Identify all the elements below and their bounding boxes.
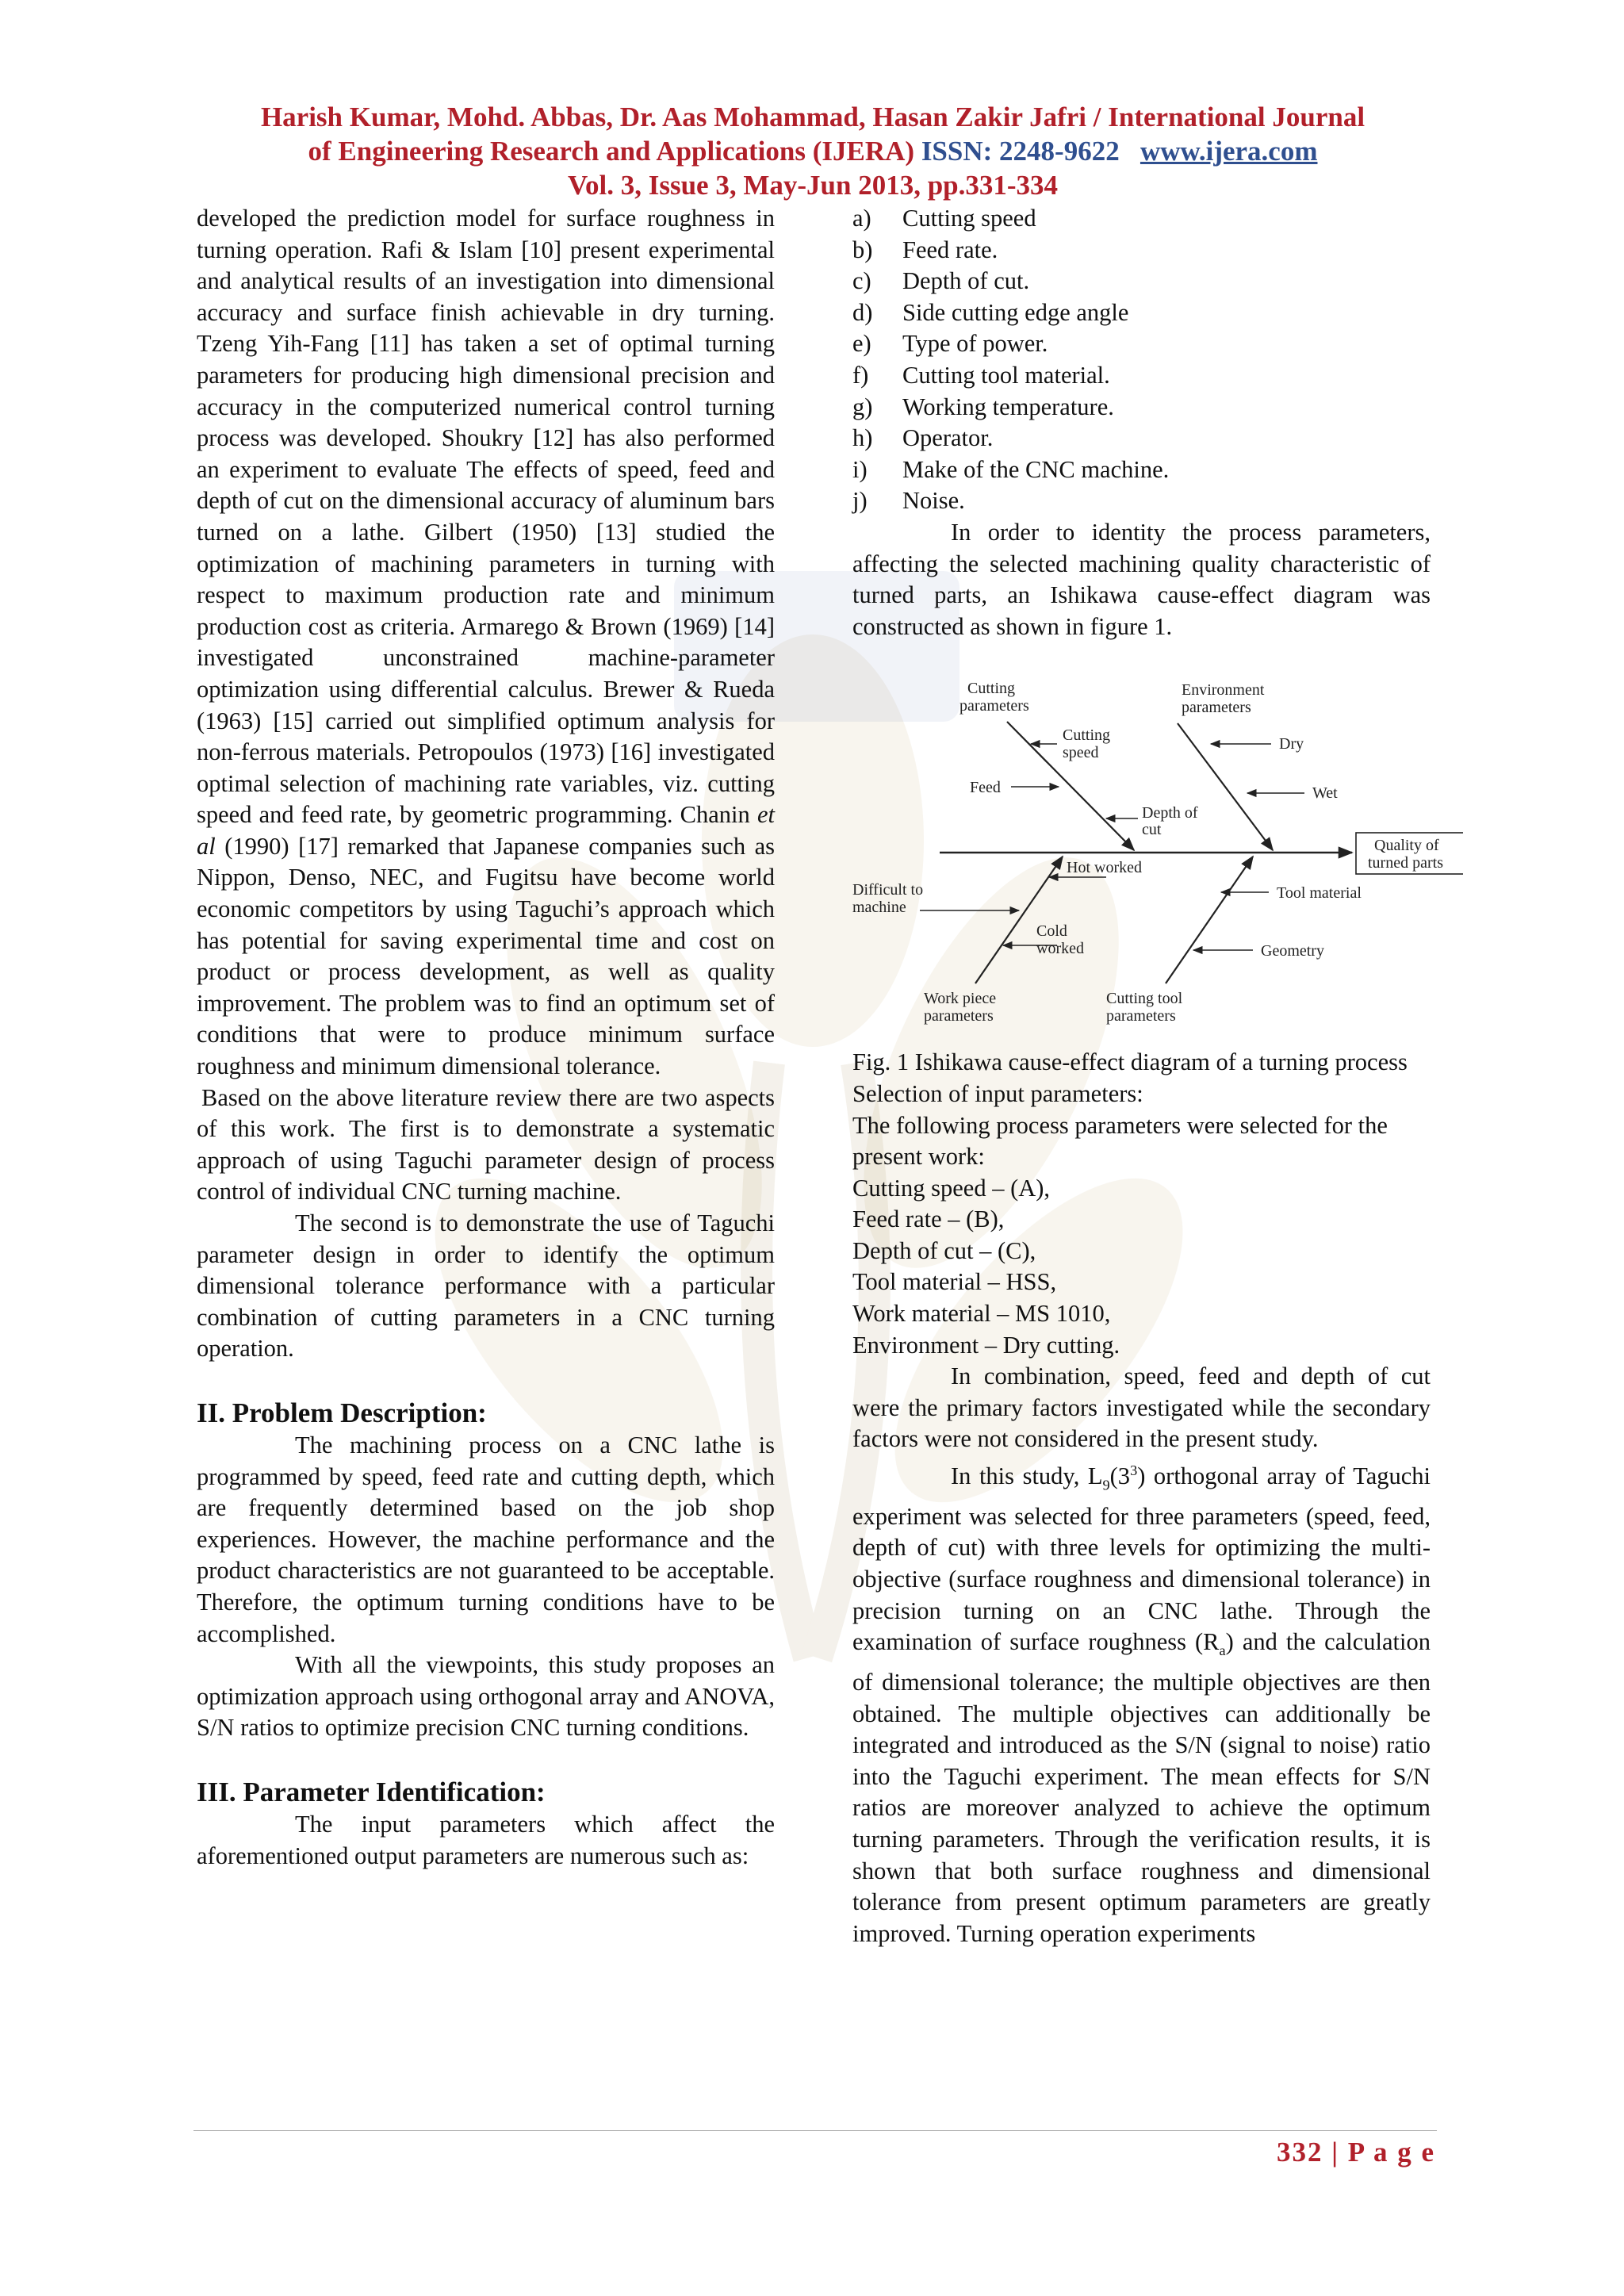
label-work-piece-1: Work piece — [924, 990, 997, 1008]
section-heading-parameter-identification: III. Parameter Identification: — [197, 1776, 546, 1807]
label-wet: Wet — [1312, 784, 1338, 803]
footer-rule — [193, 2130, 1437, 2131]
selection-intro: The following process parameters were selected for the present work: — [852, 1111, 1388, 1171]
right-column — [852, 203, 1443, 1949]
list-item: Cutting speed – (A), — [852, 1174, 1051, 1202]
left-paragraph-aspects: Based on the above literature review there are two aspects of this work. The first is to demonstrate a systematic approach of using Taguchi parameter design of process control of individual CNC turning machine. — [197, 1083, 775, 1205]
running-header — [159, 100, 1467, 202]
label-cutting-speed-2: speed — [1063, 744, 1099, 762]
label-cutting-speed-1: Cutting — [1063, 726, 1111, 745]
label-dry: Dry — [1279, 735, 1304, 753]
label-cold-worked-2: worked — [1036, 940, 1084, 958]
list-item: g) Working temperature. — [852, 393, 1114, 420]
list-item: b) Feed rate. — [852, 236, 998, 263]
section-heading-problem-description: II. Problem Description: — [197, 1397, 487, 1428]
list-item: Environment – Dry cutting. — [852, 1331, 1120, 1359]
bone-cutting-tool-parameters — [1166, 857, 1253, 983]
header-issn: ISSN: 2248-9622 — [921, 136, 1120, 167]
label-cutting-parameters-2: parameters — [959, 697, 1029, 715]
header-authors: Harish Kumar, Mohd. Abbas, Dr. Aas Mohammad, Hasan Zakir Jafri / International Journal — [260, 102, 1365, 132]
parameter-paragraph-1: The input parameters which affect the aforementioned output parameters are numerous such as: — [197, 1810, 775, 1869]
left-paragraph-literature: developed the prediction model for surface roughness in turning operation. Rafi & Islam [10] present experimental and analytical results of an investigation into dimensional accuracy and surface finish achievable in dry turning. Tzeng Yih-Fang [11] has taken a set of optimal turning parameters for producing high dimensional precision and accuracy in the computerized numerical control turning process was developed. Shoukry [12] has also performed an experiment to evaluate The effects of speed, feed and depth of cut on the dimensional accuracy of aluminum bars turned on a lathe. Gilbert (1950) [13] studied the optimization of machining parameters in turning with respect to maximum production rate and minimum production cost as criteria. Armarego & Brown (1969) [14] investigated unconstrained machine-parameter optimization using differential calculus. Brewer & Rueda (1963) [15] carried out simplified optimum analysis for non-ferrous materials. Petropoulos (1973) [16] investigated optimal selection of machining rate variables, viz. cutting speed and feed rate, by geometric programming. Chanin et al (1990) [17] remarked that Japanese companies such as Nippon, Denso, NEC, and Fugitsu have become world economic competitors by using Taguchi’s approach which has potential for saving experimental time and cost on product or process development, as well as quality improvement. The problem was to find an optimum set of conditions that were to produce minimum surface roughness and minimum dimensional tolerance. — [197, 205, 775, 1080]
label-depth-of-cut-1: Depth of — [1142, 804, 1198, 822]
label-difficult-2: machine — [852, 899, 906, 917]
list-item: Feed rate – (B), — [852, 1205, 1005, 1233]
header-url-link[interactable]: www.ijera.com — [1139, 136, 1318, 167]
label-hot-worked: Hot worked — [1067, 859, 1142, 877]
list-item: e) Type of power. — [852, 330, 1048, 358]
input-parameter-list — [852, 203, 1431, 517]
list-item: j) Noise. — [852, 487, 965, 515]
header-journal-name: of Engineering Research and Applications (IJERA) — [308, 136, 915, 167]
list-item: d) Side cutting edge angle — [852, 298, 1129, 326]
header-journal — [159, 134, 1467, 168]
label-cutting-tool-1: Cutting tool — [1106, 990, 1183, 1008]
right-paragraph-combination: In combination, speed, feed and depth of cut were the primary factors investigated while the secondary factors were not considered in the present study. — [852, 1363, 1431, 1453]
figure-caption: Fig. 1 Ishikawa cause-effect diagram of a turning process — [852, 1048, 1408, 1076]
problem-paragraph-2: With all the viewpoints, this study proposes an optimization approach using orthogonal array and ANOVA, S/N ratios to optimize precision CNC turning conditions. — [197, 1651, 775, 1742]
label-environment-parameters-1: Environment — [1182, 681, 1265, 700]
effect-label-line1: Quality of — [1374, 837, 1439, 855]
label-tool-material: Tool material — [1277, 884, 1362, 903]
label-cold-worked-1: Cold — [1036, 922, 1067, 941]
right-paragraph-ishikawa: In order to identity the process parameters, affecting the selected machining quality characteristic of turned parts, an Ishikawa cause-effect diagram was constructed as shown in figure 1. — [852, 518, 1431, 640]
label-cutting-tool-2: parameters — [1106, 1007, 1176, 1025]
list-item: Tool material – HSS, — [852, 1268, 1057, 1296]
label-work-piece-2: parameters — [924, 1007, 994, 1025]
bone-environment-parameters — [1178, 723, 1273, 850]
right-paragraph-study: In this study, $L_9(3^3)$ orthogonal array of Taguchi experiment was selected for three parameters (speed, feed, depth of cut) with three levels for optimizing the multi-objective (surface roughness and dimensional tolerance) in precision turning on an CNC lathe. Through the examination of surface roughness $(R_a)$ and the calculation of dimensional tolerance; the multiple objectives are then obtained. The multiple objectives can additionally be integrated and introduced as the S/N (signal to noise) ratio into the Taguchi experiment. The mean effects for S/N ratios are moreover analyzed to achieve the optimum turning parameters. Through the verification results, it is shown that both surface roughness and dimensional tolerance from present optimum parameters are greatly improved. Turning operation experiments — [852, 1462, 1431, 1947]
effect-label-line2: turned parts — [1368, 854, 1443, 872]
header-volume: Vol. 3, Issue 3, May-Jun 2013, pp.331-334 — [567, 170, 1059, 201]
list-item: c) Depth of cut. — [852, 267, 1030, 295]
ishikawa-figure — [845, 666, 1463, 1039]
ishikawa-diagram — [845, 666, 1463, 1039]
label-geometry: Geometry — [1261, 942, 1324, 960]
label-difficult-1: Difficult to — [852, 881, 924, 899]
label-cutting-parameters-1: Cutting — [967, 680, 1016, 698]
bone-work-piece-parameters — [975, 857, 1063, 983]
left-column — [197, 203, 775, 1872]
list-item: a) Cutting speed — [852, 205, 1036, 232]
selection-title: Selection of input parameters: — [852, 1079, 1143, 1107]
label-feed: Feed — [970, 779, 1001, 797]
list-item: i) Make of the CNC machine. — [852, 455, 1170, 483]
left-paragraph-second: The second is to demonstrate the use of Taguchi parameter design in order to identify the optimum dimensional tolerance performance with a particular combination of cutting parameters in a CNC turning operation. — [197, 1209, 775, 1363]
selected-parameter-list — [852, 1173, 1431, 1362]
label-environment-parameters-2: parameters — [1182, 699, 1251, 717]
list-item: h) Operator. — [852, 424, 994, 452]
list-item: Depth of cut – (C), — [852, 1236, 1036, 1264]
list-item: f) Cutting tool material. — [852, 361, 1110, 389]
page-number: 332 | P a g e — [1277, 2137, 1435, 2168]
label-depth-of-cut-2: cut — [1142, 821, 1162, 839]
list-item: Work material – MS 1010, — [852, 1300, 1111, 1328]
problem-paragraph-1: The machining process on a CNC lathe is programmed by speed, feed rate and cutting depth, which are frequently determined based on the job shop experiences. However, the machine performance and the product characteristics are not guaranteed to be acceptable. Therefore, the optimum turning conditions have to be accomplished. — [197, 1431, 775, 1647]
